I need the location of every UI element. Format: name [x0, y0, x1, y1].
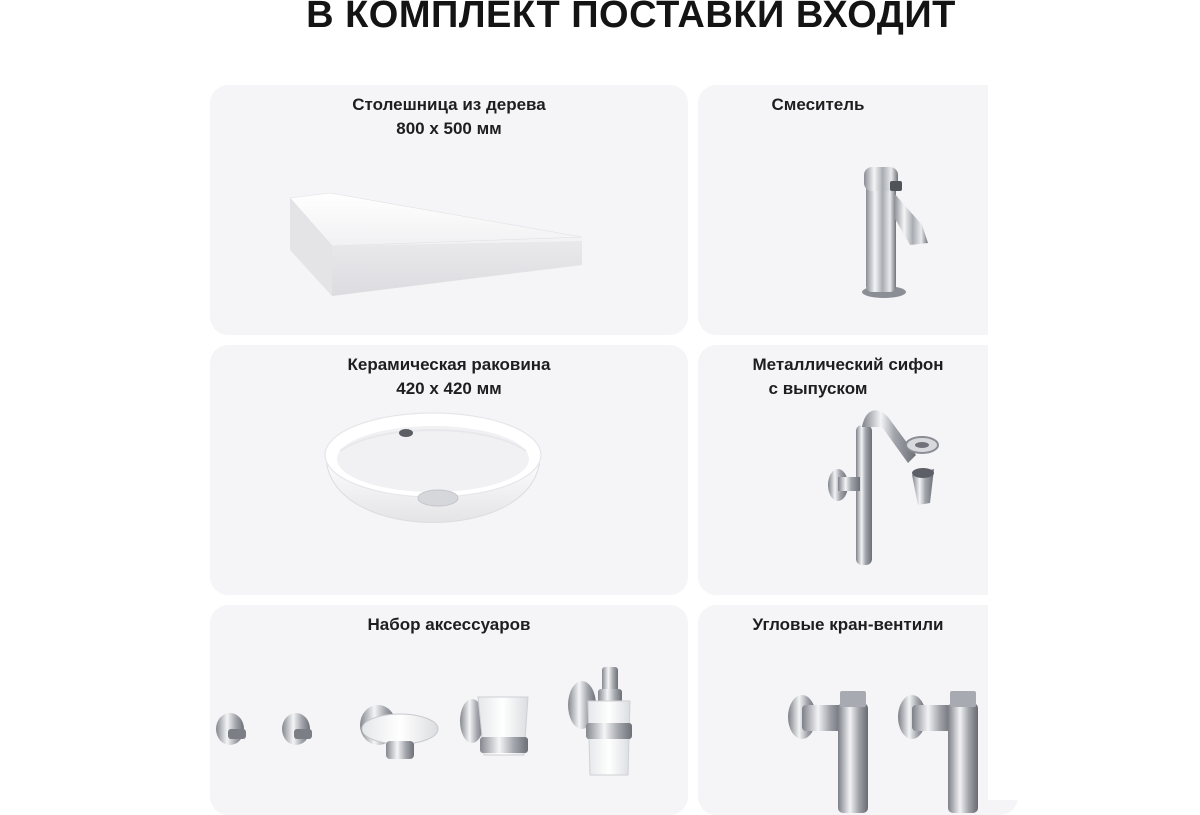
card-valves	[698, 605, 1018, 815]
page-heading: В КОМПЛЕКТ ПОСТАВКИ ВХОДИТ	[306, 0, 956, 36]
valves-title-line1: Угловые кран-вентили	[752, 615, 944, 634]
basin-title-line1: Керамическая раковина	[347, 355, 551, 374]
mixer-title-line1: Смеситель	[771, 95, 865, 114]
card-countertop	[210, 85, 688, 335]
card-accessories	[210, 605, 688, 815]
card-siphon	[698, 345, 1018, 595]
countertop-title-line2: 800 х 500 мм	[396, 119, 502, 138]
basin-title-line2: 420 х 420 мм	[396, 379, 502, 398]
valves-image	[698, 605, 1018, 815]
card-mixer	[698, 85, 1018, 335]
siphon-title-line2: с выпуском	[768, 379, 868, 398]
accessories-title-line1: Набор аксессуаров	[367, 615, 531, 634]
countertop-image	[210, 85, 688, 335]
countertop-title-line1: Столешница из дерева	[352, 95, 546, 114]
card-basin	[210, 345, 688, 595]
page-right-margin	[988, 0, 1200, 800]
mixer-image	[698, 85, 1018, 335]
siphon-image	[698, 345, 1018, 595]
siphon-title-line1: Металлический сифон	[752, 355, 944, 374]
accessories-image	[210, 605, 688, 815]
basin-image	[210, 345, 688, 595]
